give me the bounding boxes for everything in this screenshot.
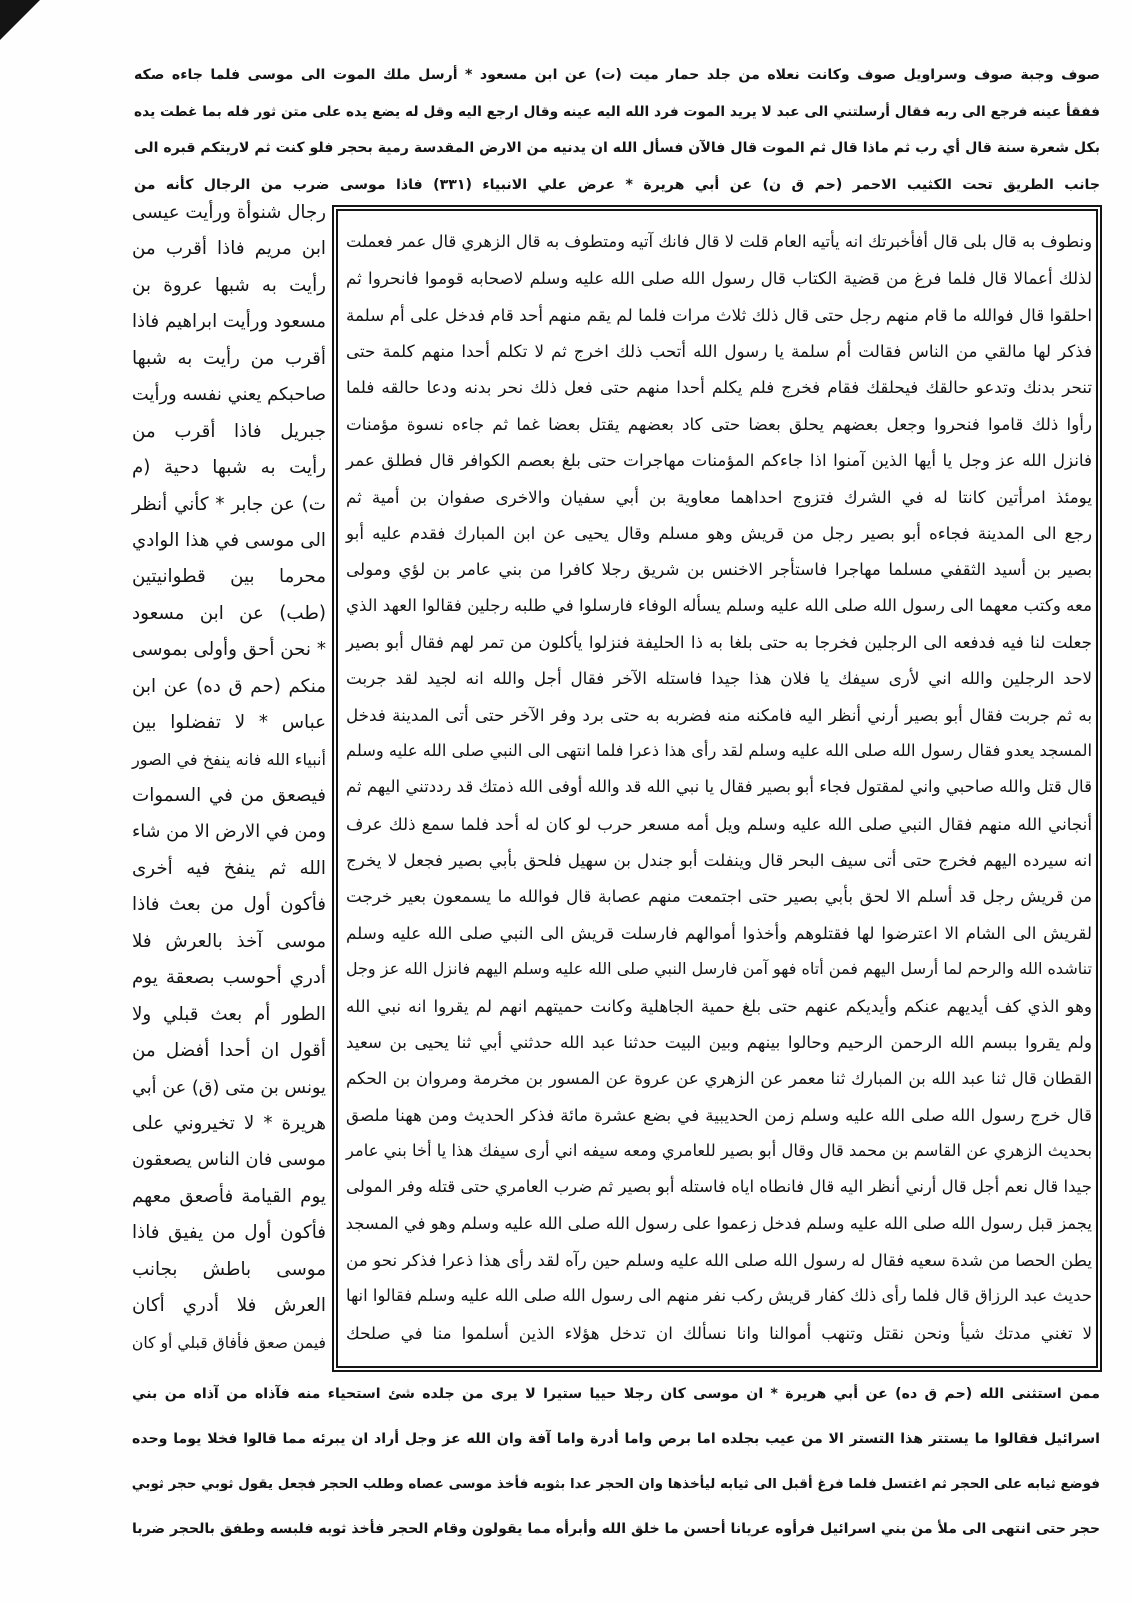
side-column-line: منكم (حم ق ده) عن ابن [132,675,326,697]
top-text-line: جانب الطريق تحت الكثيب الاحمر (حم ق ن) عن أبي هريرة * عرض علي الانبياء (٣٣١) فاذا موسى ضرب من الرجال كأنه من [134,177,1100,194]
boxed-text-line: لذلك أعمالا قال فلما فرغ من قضية الكتاب قال رسول الله صلى الله عليه وسلم لاصحابه قوموا فانحروا ثم [346,268,1092,289]
boxed-text-line: أنجاني الله منهم فقال النبي صلى الله عليه وسلم ويل أمه مسعر حرب لو كان له أحد فلما سمع ذلك عرف [346,813,1092,834]
top-text-line: صوف وجبة صوف وسراويل صوف وكانت نعلاه من جلد حمار ميت (ت) عن ابن مسعود * أرسل ملك الموت الى موسى فلما جاءه صكه [134,67,1100,83]
side-column-line: (طب) عن ابن مسعود [132,602,326,624]
boxed-text-line: رأوا ذلك قاموا فنحروا وجعل بعضهم يحلق بعضا حتى كاد بعضهم يقتل بعضا غما ثم جاءه نسوة مؤمنات [346,413,1092,434]
boxed-text-line: معه وكتب معهما الى رسول الله صلى الله عليه وسلم يسأله الوفاء فارسلوا في طلبه رجلين فقالوا العهد الذي [346,595,1092,615]
boxed-text-line: يومئذ امرأتين كانتا له في الشرك فتزوج احداهما معاوية بن أبي سفيان والاخرى صفوان بن أمية ثم [346,486,1092,507]
bottom-text-line: ممن استثنى الله (حم ق ده) عن أبي هريرة * ان موسى كان رجلا حييا ستيرا لا يرى من جلده شئ استحياء منه فآذاه من آذاه من بني [132,1386,1100,1402]
bottom-text-line: فوضع ثيابه على الحجر ثم اغتسل فلما فرغ أقبل الى ثيابه ليأخذها وان الحجر عدا بثوبه فأخذ موسى عصاه وطلب الحجر فجعل يقول ثوبي حجر ثوبي [131,1476,1100,1492]
boxed-text-line: لا تغني مدتك شيأ ونحن نقتل وتنهب أموالنا وانا نسألك ان تدخل هؤلاء الذين أسلموا منا في صلحك [346,1322,1092,1343]
top-text-line: ففقأ عينه فرجع الى ربه فقال أرسلتني الى عبد لا يريد الموت فرد الله اليه عينه وقال ارجع اليه وقل له يضع يده على متن ثور فله بما غطت يده [134,103,1100,120]
side-column-line: يونس بن متى (ق) عن أبي [131,1077,326,1098]
side-column-line: * نحن أحق وأولى بموسى [132,639,326,661]
side-column-line: مسعود ورأيت ابراهيم فاذا [131,311,326,333]
side-column-line: الى موسى في هذا الوادي [131,529,326,551]
boxed-text-line: ولم يقروا ببسم الله الرحمن الرحيم وحالوا بينهم وبين البيت حدثنا عبد الله حدثني أبي ثنا يحيى بن سعيد [346,1031,1092,1052]
side-column-line: رأيت به شبها دحية (م [132,457,326,479]
side-column-line: يوم القيامة فأصعق معهم [132,1185,326,1207]
side-column-line: أقرب من رأيت به شبها [132,347,326,369]
boxed-text-line: رجع الى المدينة فجاءه أبو بصير رجل من قريش وهو مسلم وقال يحيى عن ابن المبارك فقدم عليه أبو [346,522,1092,543]
boxed-text-line: قال خرج رسول الله صلى الله عليه وسلم زمن الحديبية في بضع عشرة مائة فذكر الحديث ومن ههنا ملصق [346,1104,1092,1125]
boxed-text-line: وهو الذي كف أيديهم عنكم وأيديكم عنهم حتى بلغ حمية الجاهلية وكانت حميتهم انهم لم يقروا انه نبي الله [346,995,1092,1016]
side-column-line: ابن مريم فاذا أقرب من [132,238,326,260]
side-column-line: فأكون أول من يفيق فاذا [132,1222,326,1244]
side-column-line: جبريل فاذا أقرب من [132,420,326,442]
side-column-line: عباس * لا تفضلوا بين [132,712,326,734]
boxed-text-line: تنحر بدنك وتدعو حالقك فيحلقك فقام فخرج فلم يكلم أحدا منهم حتى فعل ذلك نحر بدنه ودعا حالقه فلما [346,377,1092,398]
top-text-block [132,57,1100,204]
boxed-text-line: بصير بن أسيد الثقفي مسلما مهاجرا فاستأجر الاخنس بن شريق رجلا كافرا من بني عامر بن لؤي ومولى [346,559,1092,580]
boxed-text-line: قال قتل والله صاحبي واني لمقتول فجاء أبو بصير فقال يا نبي الله قد والله أوفى الله ذمتك قد رددتني اليهم ثم [345,777,1092,797]
side-column-line: الطور أم بعث قبلي ولا [132,1003,326,1025]
boxed-text-line: بحديث الزهري عن القاسم بن محمد قال وقال أبو بصير للعامري ومعه سيفه اني أرى سيفك هذا يا أخا بني عامر [346,1140,1092,1160]
side-column-line: ومن في الارض الا من شاء [131,822,326,843]
hadith-box [332,205,1102,1372]
boxed-text-line: جعلت لنا فيه فدفعه الى الرجلين فخرجا به حتى بلغا به ذا الحليفة فنزلوا يأكلون من تمر لهم فقال أبو بصير [346,631,1092,652]
bottom-text-line: حجر حتى انتهى الى ملأ من بني اسرائيل فرأوه عريانا أحسن ما خلق الله وأبرأه مما يقولون وقام الحجر فأخذ ثوبه فلبسه وطفق بالحجر ضربا [132,1521,1100,1537]
side-column-line: هريرة * لا تخيروني على [132,1112,326,1134]
boxed-text-line: حديث عبد الرزاق قال فلما رأى ذلك كفار قريش ركب نفر منهم الى رسول الله صلى الله عليه وسلم فقالوا انها [345,1286,1092,1306]
side-column-line: موسى باطش بجانب [132,1258,326,1280]
boxed-text-line: جيدا قال نعم أجل قال أرني أنظر اليه قال فانطاه اياه فاستله أبو بصير ثم ضرب العامري حتى قتله وفر المولى [346,1177,1092,1197]
side-column-line: رجال شنوأة ورأيت عيسى [131,202,326,223]
boxed-text-line: يجمز قبل رسول الله صلى الله عليه وسلم فدخل زعموا على رسول الله صلى الله عليه وسلم وهو في المسجد [345,1213,1092,1233]
side-column-line: أقول ان أحدا أفضل من [132,1040,326,1062]
boxed-text-line: ونطوف به قال بلى قال أفأخبرتك انه يأتيه العام قلت لا قال فانك آتيه ومتطوف به قال الزهري قال عمر فعملت [345,232,1092,251]
side-column-line: محرما بين قطوانيتين [132,566,326,588]
boxed-text-line: انه سيرده اليهم فخرج حتى أتى سيف البحر قال وينفلت أبو جندل بن سهيل فلحق بأبي بصير فجعل لا يخرج [346,850,1092,871]
side-column-line: موسى آخذ بالعرش فلا [132,930,326,952]
side-column-line: فيصعق من في السموات [132,785,326,806]
boxed-text-line: احلقوا قال فوالله ما قام منهم رجل حتى قال ذلك ثلاث مرات فلما لم يقم منهم أحد قام فدخل على أم سلمة [346,304,1092,325]
side-column-line: رأيت به شبها عروة بن [132,274,326,296]
boxed-text-line: يطن الحصا من شدة سعيه فقال له رسول الله صلى الله عليه وسلم حين رآه لقد رأى هذا ذعرا فذكر نحو من [346,1250,1092,1271]
boxed-text-line: لقريش الى الشام الا اعترضوا لها فقتلوهم وأخذوا أموالهم فارسلت قريش الى النبي صلى الله عليه وسلم [346,922,1092,943]
side-column-line: موسى فان الناس يصعقون [131,1150,326,1171]
side-column-line: أنبياء الله فانه ينفخ في الصور [132,749,326,769]
side-column-line: العرش فلا أدري أكان [132,1295,326,1317]
side-column [130,195,326,1361]
side-column-line: الله ثم ينفخ فيه أخرى [132,857,326,879]
top-text-line: بكل شعرة سنة قال أي رب ثم ماذا قال ثم الموت قال فالآن فسأل الله ان يدنيه من الارض المقدسة رمية بحجر فلو كنت ثم لاريتكم قبره الى [134,140,1100,157]
boxed-text-line: لاحد الرجلين والله اني لأرى سيفك يا فلان هذا جيدا فاستله الآخر فقال أجل والله انه لجيد لقد جربت [346,668,1092,689]
side-column-line: ت) عن جابر * كأني أنظر [132,493,326,515]
boxed-text-line: فانزل الله عز وجل يا أيها الذين آمنوا اذا جاءكم المؤمنات مهاجرات حتى بلغ بعصم الكوافر قال فطلق عمر [346,450,1092,471]
boxed-text-line: من قريش رجل قد أسلم الا لحق بأبي بصير حتى اجتمعت منهم عصابة قال فوالله ما يسمعون بعير خرجت [346,886,1092,907]
boxed-text-block [344,224,1092,1351]
boxed-text-line: تناشده الله والرحم لما أرسل اليهم فمن أتاه فهو آمن فارسل النبي صلى الله عليه وسلم اليهم فانزل الله عز وجل [345,959,1092,979]
side-column-line: أدري أحوسب بصعقة يوم [132,967,326,989]
bottom-text-block [130,1372,1100,1552]
bottom-text-line: اسرائيل فقالوا ما يستتر هذا التستر الا من عيب بجلده اما برص واما أدرة واما آفة وان الله عز وجل أراد ان يبرئه مما قالوا فخلا يوما وحده [132,1431,1100,1447]
boxed-text-line: القطان قال ثنا عبد الله بن المبارك ثنا معمر عن الزهري عن عروة عن المسور بن مخرمة ومروان بن الحكم [346,1068,1092,1089]
side-column-line: فأكون أول من بعث فاذا [132,894,326,916]
corner-triangle-icon [0,0,40,40]
boxed-text-line: به ثم جربت فقال أبو بصير أرني أنظر اليه فامكنه منه فضربه به حتى برد وفر الآخر حتى أتى المدينة فدخل [346,704,1092,725]
side-column-line: صاحبكم يعني نفسه ورأيت [131,384,326,406]
boxed-text-line: فذكر لها مالقي من الناس فقالت أم سلمة يا رسول الله أتحب ذلك اخرج ثم لا تكلم أحدا منهم كلمة حتى [346,341,1092,362]
boxed-text-line: المسجد يعدو فقال رسول الله صلى الله عليه وسلم لقد رأى هذا ذعرا فلما انتهى الى النبي صلى الله عليه وسلم [346,741,1092,761]
side-column-line: فيمن صعق فأفاق قبلي أو كان [131,1333,326,1352]
